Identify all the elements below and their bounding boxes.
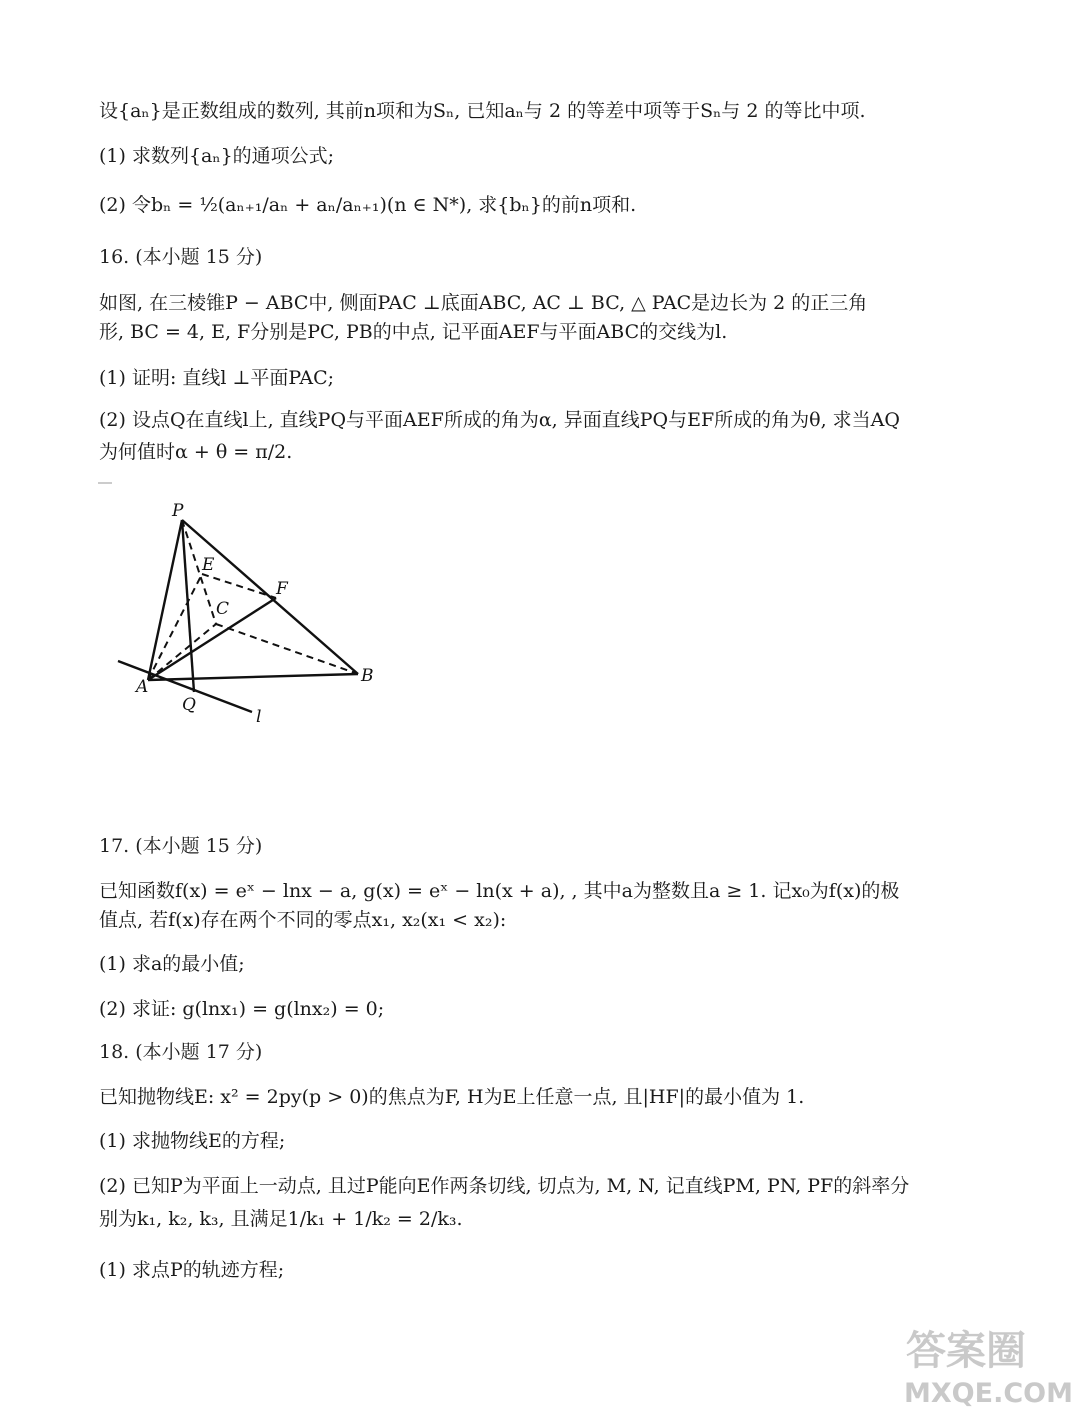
label-l: l <box>256 707 262 727</box>
label-C: C <box>216 599 230 619</box>
problem17-part2: (2) 求证: g(lnx₁) = g(lnx₂) = 0; <box>99 998 385 1020</box>
problem15-intro: 设{aₙ}是正数组成的数列, 其前n项和为Sₙ, 已知aₙ与 2 的等差中项等于Sₙ与 2 的等比中项. <box>99 100 866 122</box>
problem16-part2-line1: (2) 设点Q在直线l上, 直线PQ与平面AEF所成的角为α, 异面直线PQ与EF所成的角为θ, 求当AQ <box>99 409 900 431</box>
problem16-stem-line1: 如图, 在三棱锥P − ABC中, 侧面PAC ⊥底面ABC, AC ⊥ BC, △ PAC是边长为 2 的正三角 <box>99 292 868 314</box>
watermark-brand: 答案圈 <box>906 1328 1026 1374</box>
problem15-part2: (2) 令bₙ = ½(aₙ₊₁/aₙ + aₙ/aₙ₊₁)(n ∈ N*), 求{bₙ}的前n项和. <box>99 194 637 216</box>
label-P: P <box>172 501 184 521</box>
problem15-part1: (1) 求数列{aₙ}的通项公式; <box>99 145 335 167</box>
problem17-part1: (1) 求a的最小值; <box>99 953 245 975</box>
problem16-part2-line2: 为何值时α + θ = π/2. <box>99 441 293 463</box>
problem18-part1: (1) 求抛物线E的方程; <box>99 1130 286 1152</box>
label-Q: Q <box>182 695 196 715</box>
problem18-part2-line2: 别为k₁, k₂, k₃, 且满足1/k₁ + 1/k₂ = 2/k₃. <box>99 1208 463 1230</box>
label-F: F <box>276 579 288 599</box>
label-A: A <box>136 677 149 697</box>
problem18-part2-line1: (2) 已知P为平面上一动点, 且过P能向E作两条切线, 切点为, M, N, 记直线PM, PN, PF的斜率分 <box>99 1175 910 1197</box>
problem16-header: 16. (本小题 15 分) <box>99 246 263 268</box>
edge-PQ <box>182 520 194 692</box>
problem17-stem-line2: 值点, 若f(x)存在两个不同的零点x₁, x₂(x₁ < x₂): <box>99 909 507 931</box>
problem16-stem-line2: 形, BC = 4, E, F分别是PC, PB的中点, 记平面AEF与平面ABC的交线为l. <box>99 321 728 343</box>
watermark-site: MXQE.COM <box>904 1378 1073 1408</box>
watermark-logo <box>898 1316 1076 1408</box>
label-B: B <box>361 666 374 686</box>
problem17-header: 17. (本小题 15 分) <box>99 835 263 857</box>
label-E: E <box>202 555 215 575</box>
problem18-stem: 已知抛物线E: x² = 2py(p > 0)的焦点为F, H为E上任意一点, 且|HF|的最小值为 1. <box>99 1086 805 1108</box>
problem18-header: 18. (本小题 17 分) <box>99 1041 263 1063</box>
edge-CB <box>216 624 358 674</box>
edge-AF <box>148 598 276 680</box>
edge-EF <box>202 574 276 598</box>
pyramid-figure <box>98 478 398 733</box>
edge-PB <box>182 520 358 674</box>
problem17-stem-line1: 已知函数f(x) = eˣ − lnx − a, g(x) = eˣ − ln(x + a), , 其中a为整数且a ≥ 1. 记x₀为f(x)的极 <box>99 880 900 902</box>
problem16-part1: (1) 证明: 直线l ⊥平面PAC; <box>99 367 335 389</box>
edge-AB <box>148 674 358 680</box>
problem18-sub1: (1) 求点P的轨迹方程; <box>99 1259 285 1281</box>
